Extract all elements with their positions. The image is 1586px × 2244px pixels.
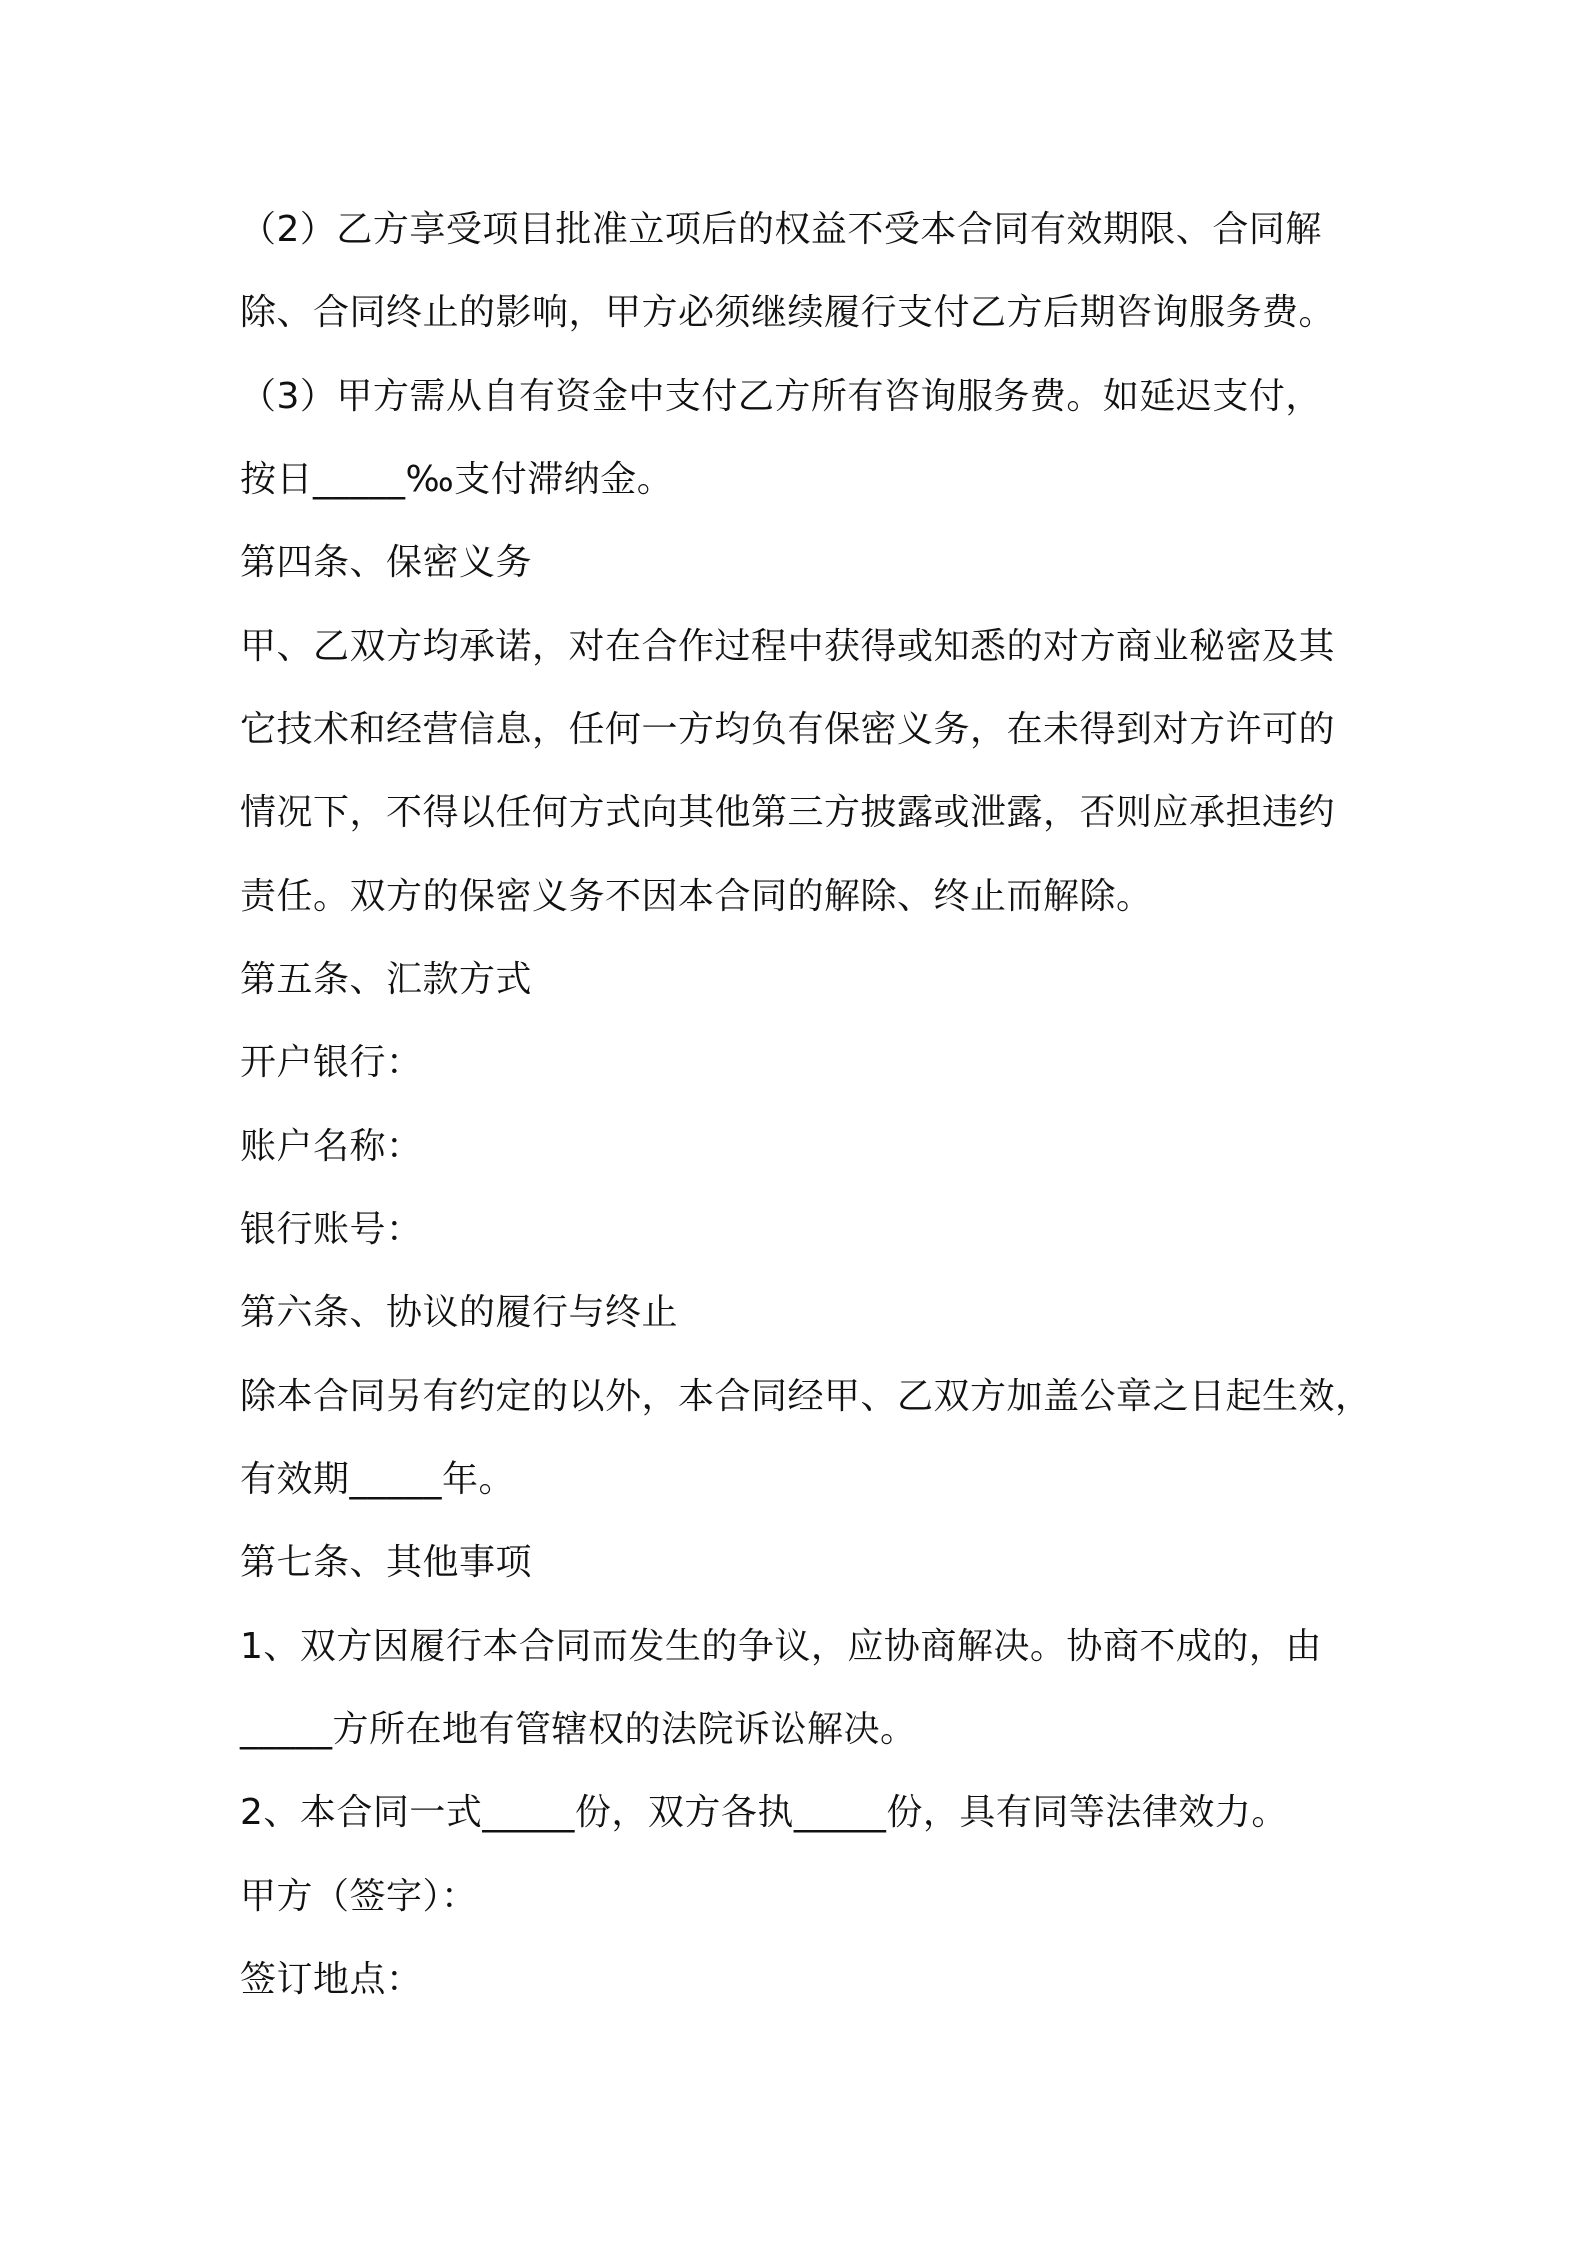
clause-2-line-2: 除、合同终止的影响，甲方必须继续履行支付乙方后期咨询服务费。 xyxy=(240,292,1336,333)
article-4-line-1: 甲、乙双方均承诺，对在合作过程中获得或知悉的对方商业秘密及其 xyxy=(240,626,1336,667)
article-4-line-3: 情况下，不得以任何方式向其他第三方披露或泄露，否则应承担违约 xyxy=(240,792,1336,833)
clause-2-line-1: （2）乙方享受项目批准立项后的权益不受本合同有效期限、合同解 xyxy=(240,209,1322,250)
article-7-item-1-line-2: _____方所在地有管辖权的法院诉讼解决。 xyxy=(240,1709,917,1750)
bank-name-label: 开户银行： xyxy=(240,1042,423,1083)
party-a-signature-label: 甲方（签字）： xyxy=(240,1876,478,1917)
article-7-item-1-line-1: 1、双方因履行本合同而发生的争议，应协商解决。协商不成的，由 xyxy=(240,1626,1322,1667)
account-name-label: 账户名称： xyxy=(240,1126,423,1167)
signing-location-label: 签订地点： xyxy=(240,1959,423,2000)
article-4-line-4: 责任。双方的保密义务不因本合同的解除、终止而解除。 xyxy=(240,876,1153,917)
article-6-line-2: 有效期_____年。 xyxy=(240,1459,516,1500)
clause-3-line-1: （3）甲方需从自有资金中支付乙方所有咨询服务费。如延迟支付， xyxy=(240,376,1322,417)
article-5-heading: 第五条、汇款方式 xyxy=(240,959,533,1000)
account-number-label: 银行账号： xyxy=(240,1209,423,1250)
article-7-item-2: 2、本合同一式_____份，双方各执_____份，具有同等法律效力。 xyxy=(240,1792,1288,1833)
article-6-heading: 第六条、协议的履行与终止 xyxy=(240,1292,679,1333)
article-4-line-2: 它技术和经营信息，任何一方均负有保密义务，在未得到对方许可的 xyxy=(240,709,1336,750)
clause-3-line-2: 按日_____‰支付滞纳金。 xyxy=(240,459,674,500)
article-7-heading: 第七条、其他事项 xyxy=(240,1542,533,1583)
article-4-heading: 第四条、保密义务 xyxy=(240,542,533,583)
article-6-line-1: 除本合同另有约定的以外，本合同经甲、乙双方加盖公章之日起生效， xyxy=(240,1376,1372,1417)
